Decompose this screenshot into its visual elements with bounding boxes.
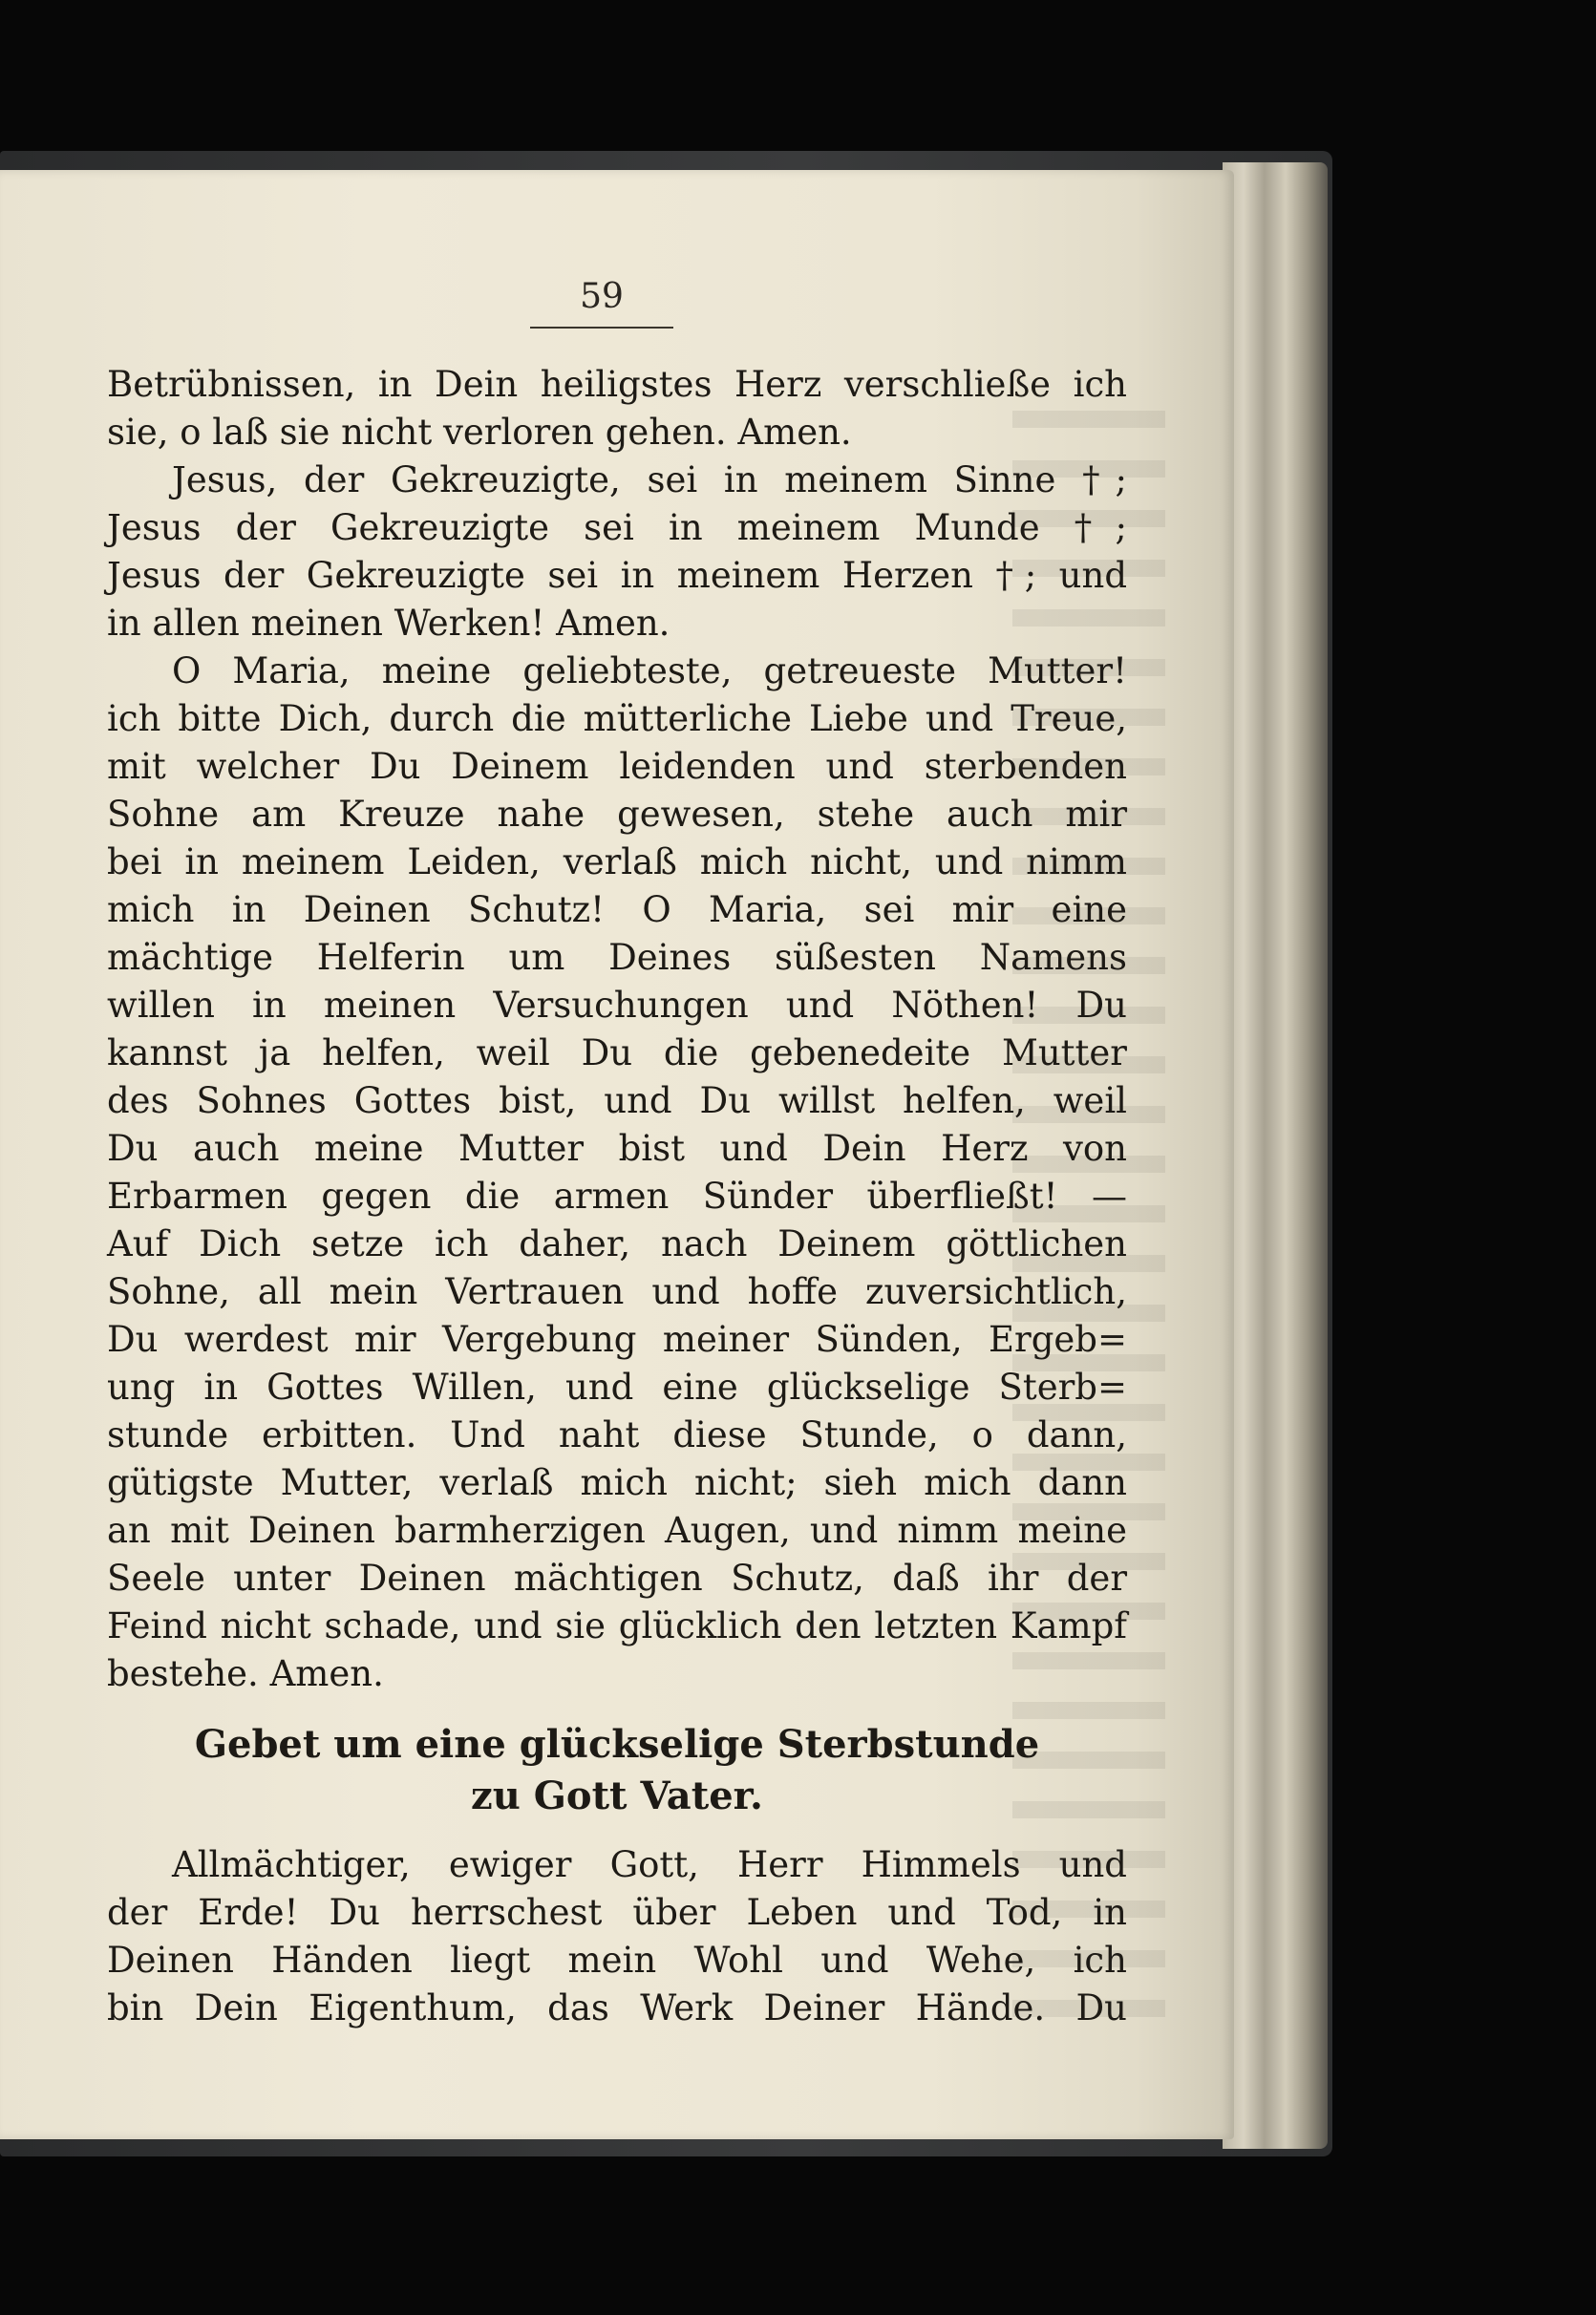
page-number-rule (530, 327, 673, 329)
text-line: willen in meinen Versuchungen und Nöthen! Du (107, 985, 1127, 1026)
text-line: sie, o laß sie nicht verloren gehen. Amen. (107, 412, 852, 453)
text-line: bei in meinem Leiden, verlaß mich nicht, und nimm (107, 841, 1127, 882)
text-line: Sohne am Kreuze nahe gewesen, stehe auch mir (107, 794, 1127, 835)
text-line: mächtige Helferin um Deines süßesten Namens (107, 937, 1127, 978)
text-line: Feind nicht schade, und sie glücklich den letzten Kampf (107, 1605, 1127, 1646)
text-line: Sohne, all mein Vertrauen und hoffe zuversichtlich, (107, 1271, 1127, 1312)
text-line: mich in Deinen Schutz! O Maria, sei mir eine (107, 889, 1127, 930)
section-heading: zu Gott Vater. (471, 1773, 763, 1818)
section-heading: Gebet um eine glückselige Sterbstunde (194, 1722, 1040, 1767)
text-line: Deinen Händen liegt mein Wohl und Wehe, ich (107, 1940, 1127, 1981)
text-line: kannst ja helfen, weil Du die gebenedeite Mutter (107, 1032, 1127, 1073)
text-line: bestehe. Amen. (107, 1653, 384, 1694)
text-line: ung in Gottes Willen, und eine glückselige Sterb= (107, 1367, 1127, 1408)
text-line: des Sohnes Gottes bist, und Du willst helfen, weil (107, 1080, 1127, 1121)
text-line: mit welcher Du Deinem leidenden und sterbenden (107, 746, 1127, 787)
page-edges (1223, 162, 1328, 2149)
text-line: Jesus der Gekreuzigte sei in meinem Munde †; (107, 507, 1127, 548)
text-line: bin Dein Eigenthum, das Werk Deiner Hände. Du (107, 1987, 1127, 2028)
text-line: Jesus der Gekreuzigte sei in meinem Herzen †; und (107, 555, 1127, 596)
text-line: in allen meinen Werken! Amen. (107, 603, 670, 644)
text-line: Jesus, der Gekreuzigte, sei in meinem Sinne †; (172, 459, 1127, 500)
text-line: Erbarmen gegen die armen Sünder überfließt! — (107, 1176, 1127, 1217)
text-line: Betrübnissen, in Dein heiligstes Herz verschließe ich (107, 364, 1127, 405)
text-line: Allmächtiger, ewiger Gott, Herr Himmels und (172, 1844, 1127, 1885)
page-number: 59 (580, 277, 624, 316)
text-line: Seele unter Deinen mächtigen Schutz, daß ihr der (107, 1558, 1127, 1599)
text-line: O Maria, meine geliebteste, getreueste Mutter! (172, 650, 1127, 691)
body-text (107, 361, 1127, 2032)
text-line: ich bitte Dich, durch die mütterliche Liebe und Treue, (107, 698, 1127, 739)
text-line: an mit Deinen barmherzigen Augen, und nimm meine (107, 1510, 1127, 1551)
text-line: Du auch meine Mutter bist und Dein Herz von (107, 1128, 1127, 1169)
text-line: Auf Dich setze ich daher, nach Deinem göttlichen (107, 1223, 1127, 1264)
text-line: Du werdest mir Vergebung meiner Sünden, Ergeb= (107, 1319, 1127, 1360)
text-line: stunde erbitten. Und naht diese Stunde, o dann, (107, 1414, 1127, 1455)
text-line: gütigste Mutter, verlaß mich nicht; sieh mich dann (107, 1462, 1127, 1503)
text-line: der Erde! Du herrschest über Leben und Tod, in (107, 1892, 1127, 1933)
